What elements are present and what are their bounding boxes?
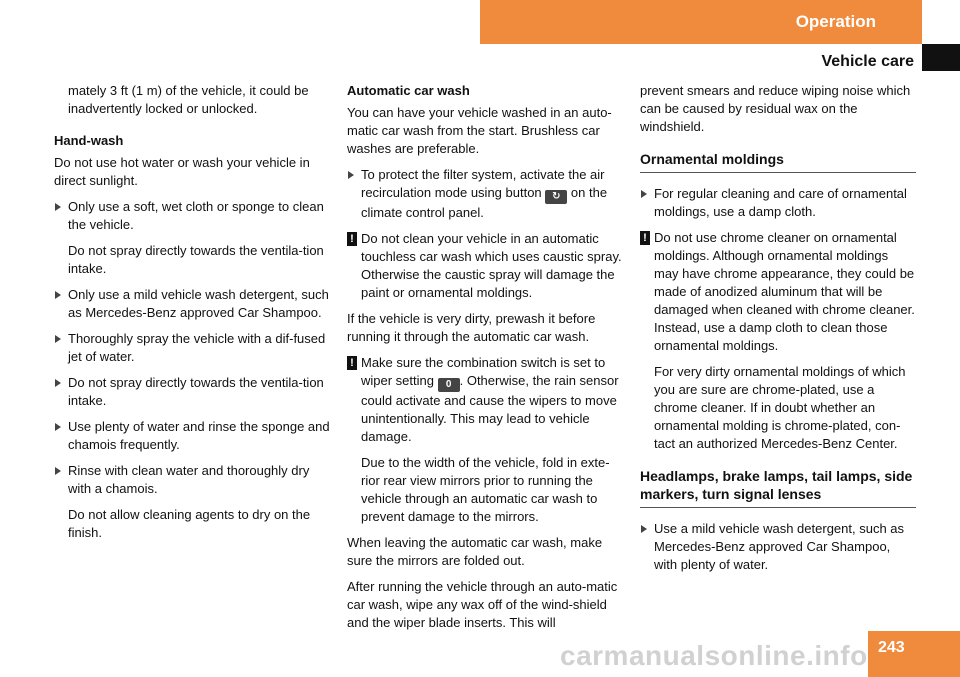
column-2 [347, 82, 623, 640]
bullet-filter-system [347, 166, 623, 222]
warning-wiper-text-a: Make sure the combination switch is set to wiper setting [361, 355, 606, 388]
header-marker [922, 44, 960, 71]
heading-automatic-car-wash: Automatic car wash [347, 83, 470, 98]
paragraph-after-wash: After running the vehicle through an auto-matic car wash, wipe any wax off of the wind-shield and the wiper blade inserts. This will [347, 579, 618, 630]
note-chrome-plated: For very dirty ornamental moldings of which you are sure are chrome-plated, use a chrome cleaner. If in doubt whether an ornamental molding is chrome-plated, con-tact an authorized Mercedes-Benz Center. [654, 364, 906, 451]
heading-lamps-lenses: Headlamps, brake lamps, tail lamps, side markers, turn signal lenses [640, 467, 916, 508]
column-3 [640, 82, 916, 582]
bullet-spray: Thoroughly spray the vehicle with a dif-fused jet of water. [54, 330, 330, 366]
heading-hand-wash: Hand-wash [54, 133, 124, 148]
page-number: 243 [868, 631, 960, 677]
filter-text-a: To protect the filter system, activate the air recirculation mode using button [361, 167, 605, 200]
paragraph-continued: prevent smears and reduce wiping noise which can be caused by residual wax on the windshield. [640, 83, 911, 134]
exclamation-icon: ! [347, 356, 357, 370]
paragraph-leaving: When leaving the automatic car wash, make sure the mirrors are folded out. [347, 535, 603, 568]
bullet-rinse-sponge: Use plenty of water and rinse the sponge and chamois frequently. [54, 418, 330, 454]
exclamation-icon: ! [640, 231, 650, 245]
paragraph-very-dirty: If the vehicle is very dirty, prewash it before running it through the automatic car wash. [347, 311, 596, 344]
paragraph-continued: mately 3 ft (1 m) of the vehicle, it could be inadvertently locked or unlocked. [68, 83, 309, 116]
section-header: Operation [480, 0, 922, 44]
warning-chrome-text: Do not use chrome cleaner on ornamental moldings. Although ornamental moldings may have chrome appearance, they could be made of anodized aluminum that will be damaged when cleaned with chrome cleaner. Instead, use a damp cloth to clean those ornamental moldings. [654, 230, 915, 353]
air-recirculation-icon: ↻ [545, 190, 567, 204]
warning-wiper-setting [347, 354, 623, 446]
bullet-ventilation: Do not spray directly towards the ventila-tion intake. [54, 374, 330, 410]
paragraph-hot-water: Do not use hot water or wash your vehicle in direct sunlight. [54, 155, 310, 188]
exclamation-icon: ! [347, 232, 357, 246]
warning-chrome-cleaner [640, 229, 916, 355]
bullet-lamps-detergent: Use a mild vehicle wash detergent, such as Mercedes-Benz approved Car Shampoo, with plenty of water. [640, 520, 916, 574]
wiper-setting-0-icon: 0 [438, 378, 460, 392]
watermark: carmanualsonline.info [560, 640, 868, 671]
warning-touchless [347, 230, 623, 302]
heading-ornamental-moldings: Ornamental moldings [640, 150, 916, 173]
note-ventilation: Do not spray directly towards the ventila-tion intake. [68, 243, 324, 276]
note-cleaning-agents: Do not allow cleaning agents to dry on the finish. [68, 507, 311, 540]
warning-wiper-text-b: . Otherwise, the rain sensor could activate and cause the wipers to move unintentionally. This may lead to vehicle damage. [361, 373, 619, 444]
paragraph-automatic: You can have your vehicle washed in an auto-matic car wash from the start. Brushless car washes are preferable. [347, 105, 612, 156]
column-1 [54, 82, 330, 550]
warning-touchless-text: Do not clean your vehicle in an automatic touchless car wash which uses caustic spray. Otherwise the caustic spray will damage the paint or ornamental moldings. [361, 231, 622, 300]
bullet-damp-cloth: For regular cleaning and care of ornamental moldings, use a damp cloth. [640, 185, 916, 221]
note-fold-mirrors: Due to the width of the vehicle, fold in exte-rior rear view mirrors prior to running the vehicle through an automatic car wash to prevent damage to the mirrors. [361, 455, 610, 524]
bullet-detergent: Only use a mild vehicle wash detergent, such as Mercedes-Benz approved Car Shampoo. [54, 286, 330, 322]
bullet-soft-cloth: Only use a soft, wet cloth or sponge to clean the vehicle. [54, 198, 330, 234]
subsection-title: Vehicle care [821, 53, 914, 70]
filter-text-b: on the climate control panel. [361, 185, 608, 220]
bullet-dry-chamois: Rinse with clean water and thoroughly dry with a chamois. [54, 462, 330, 498]
